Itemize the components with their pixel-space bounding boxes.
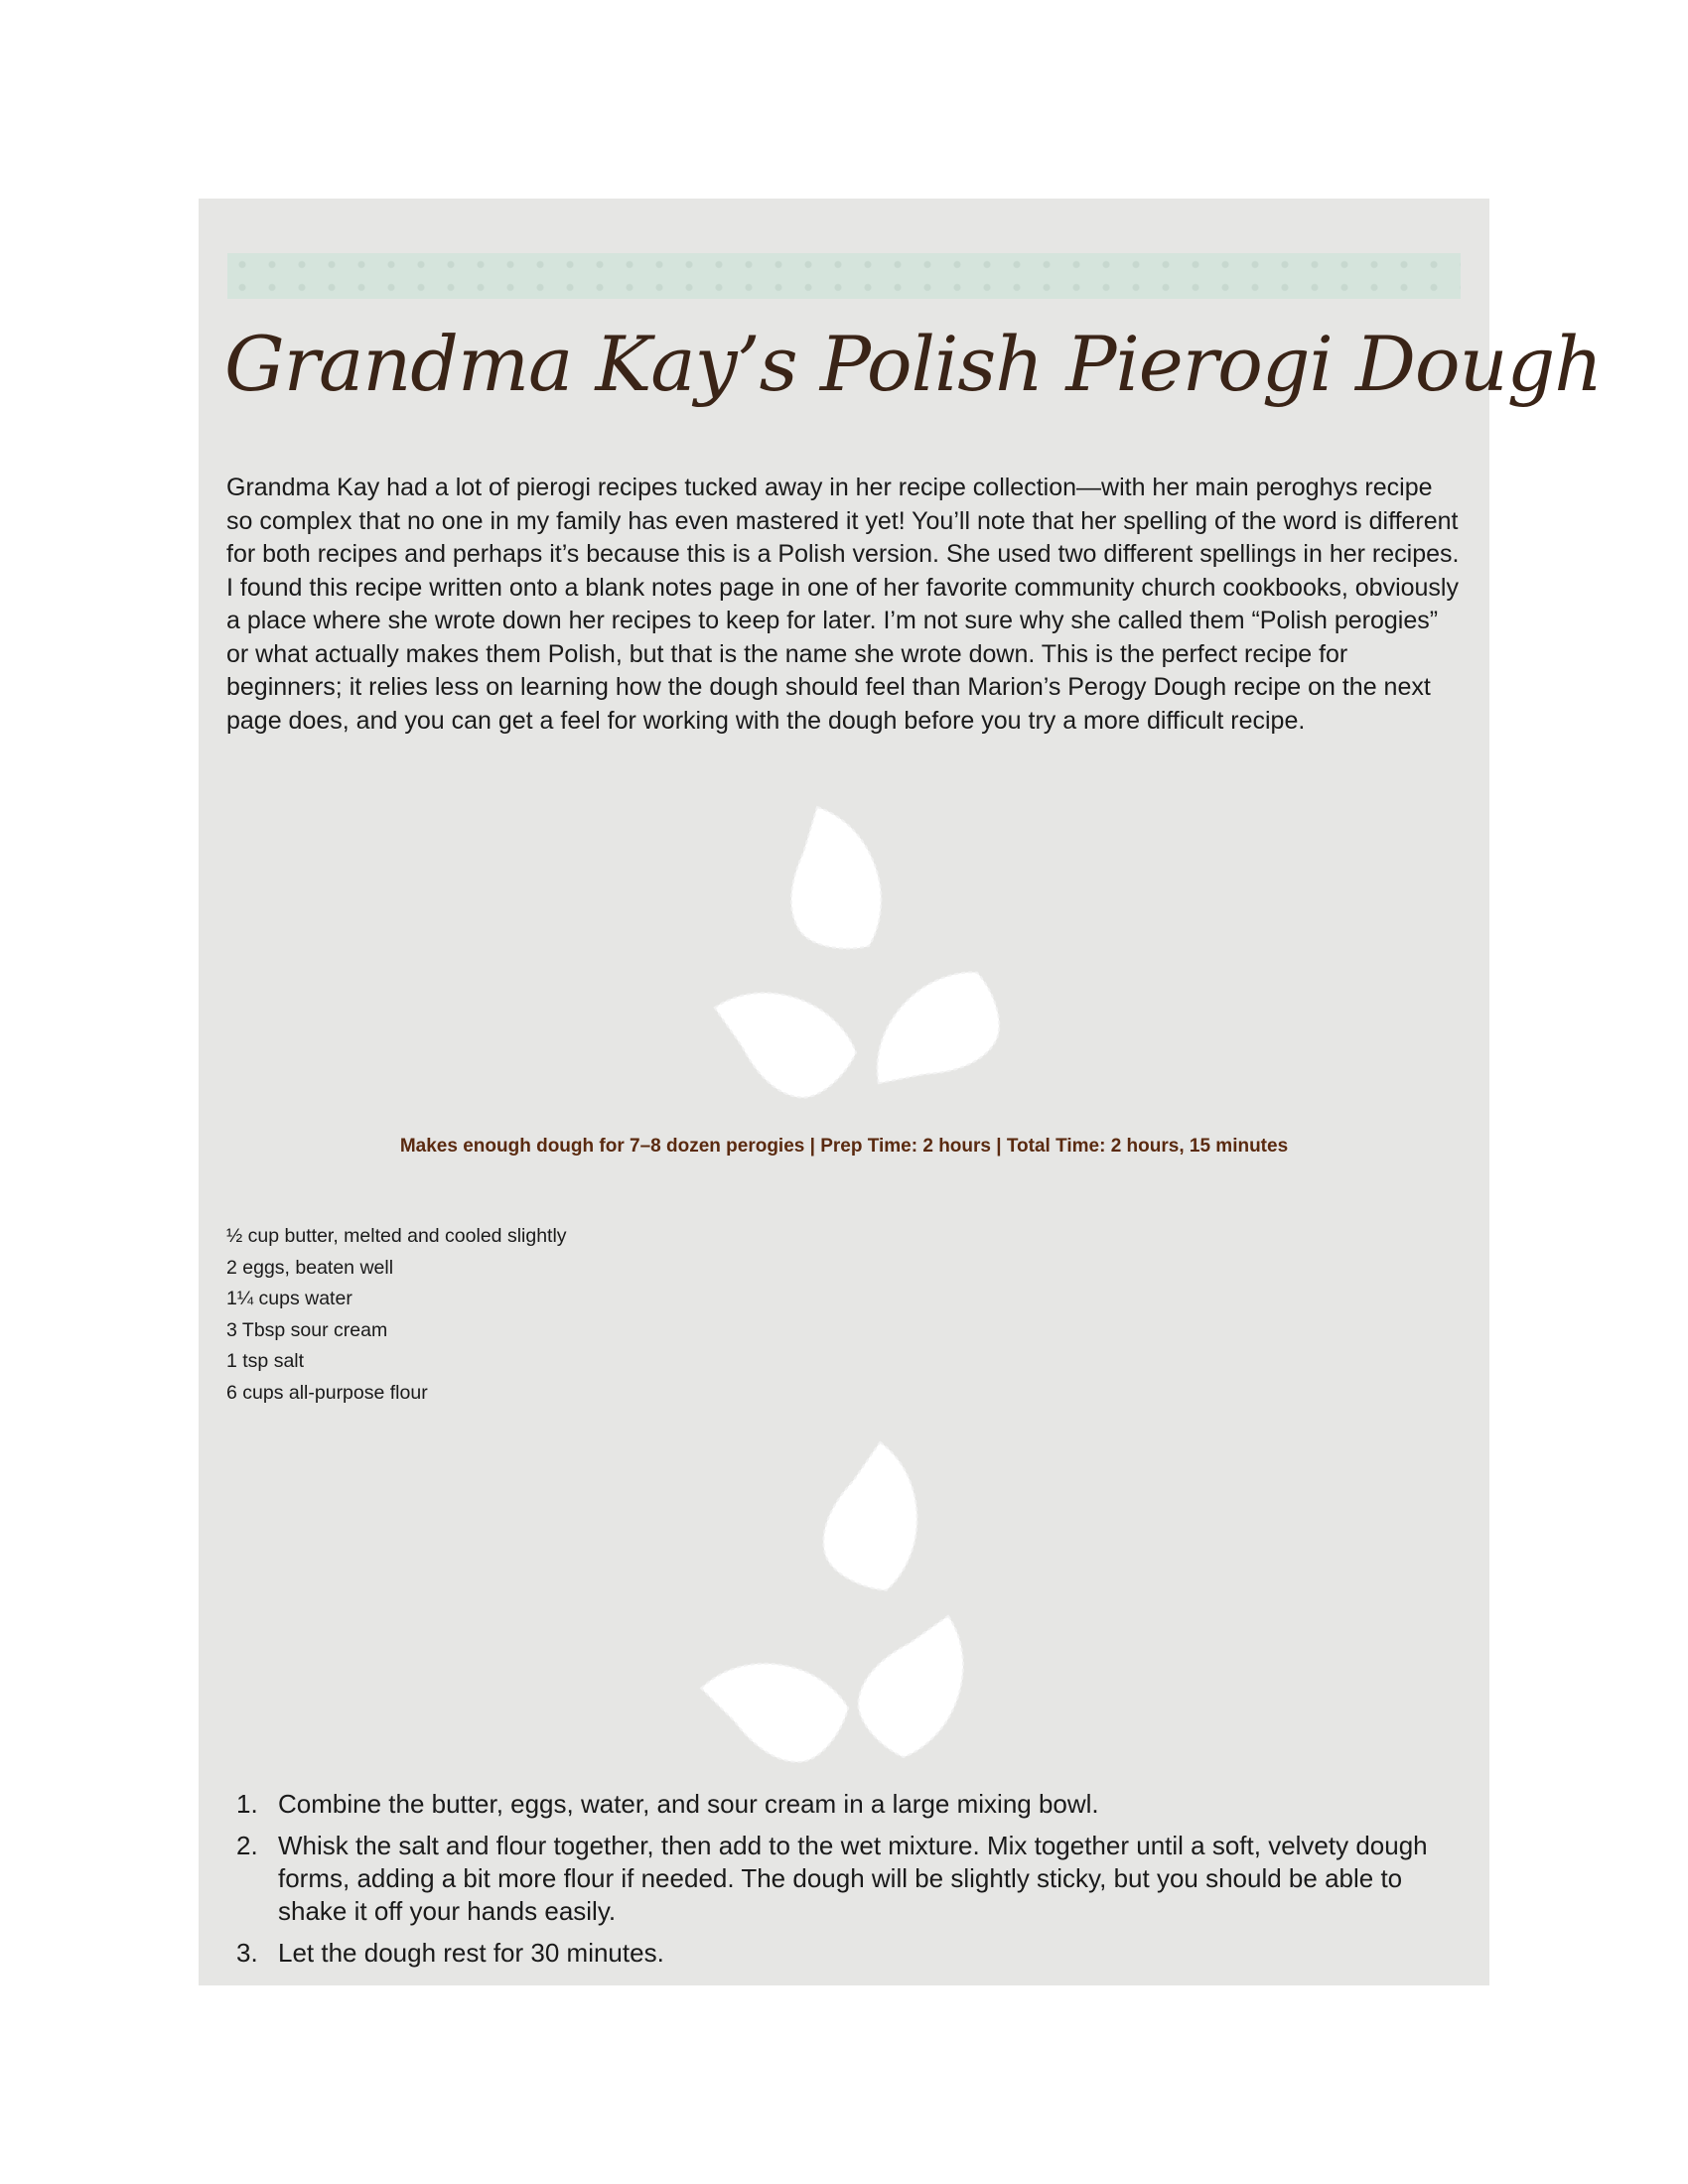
- decorative-band: [227, 253, 1461, 299]
- recipe-intro: Grandma Kay had a lot of pierogi recipes tucked away in her recipe collection—with her main peroghys recipe so complex that no one in my family has even mastered it yet! You’ll note that her spelling of the word is different for both recipes and perhaps it’s because this is a Polish version. She used two different spellings in her recipes. I found this recipe written onto a blank notes page in one of her favorite community church cookbooks, obviously a place where she wrote down her recipes to keep for later. I’m not sure why she called them “Polish perogies” or what actually makes them Polish, but that is the name she wrote down. This is the perfect recipe for beginners; it relies less on learning how the dough should feel than Marion’s Perogy Dough recipe on the next page does, and you can get a feel for working with the dough before you try a more difficult recipe.: [226, 474, 1460, 735]
- ingredient-item: 3 Tbsp sour cream: [226, 1318, 388, 1341]
- ingredient-item: 1 tsp salt: [226, 1350, 305, 1372]
- step-text: Whisk the salt and flour together, then add to the wet mixture. Mix together until a soft, velvety dough forms, adding a bit more flour if needed. The dough will be slightly sticky, but you should be able to shake it off your hands easily.: [278, 1831, 1428, 1926]
- ingredient-item: ½ cup butter, melted and cooled slightly: [226, 1225, 567, 1247]
- step-text: Combine the butter, eggs, water, and sour cream in a large mixing bowl.: [278, 1789, 1099, 1819]
- pierogi-icon: [665, 1439, 1043, 1777]
- step-text: Let the dough rest for 30 minutes.: [278, 1938, 664, 1968]
- direction-step: [226, 1937, 1468, 1970]
- ingredients-list: [226, 1221, 921, 1409]
- step-number: 1.: [236, 1789, 258, 1819]
- ingredient-item: 2 eggs, beaten well: [226, 1256, 394, 1279]
- pierogi-icon: [665, 794, 1043, 1112]
- ingredient-item: 1¼ cups water: [226, 1288, 352, 1309]
- direction-step: [226, 1788, 1468, 1821]
- yield-and-time: Makes enough dough for 7–8 dozen perogies | Prep Time: 2 hours | Total Time: 2 hours, 15 minutes: [399, 1136, 1289, 1157]
- direction-step: [226, 1830, 1468, 1928]
- ingredient-item: 6 cups all-purpose flour: [226, 1381, 428, 1404]
- directions-list: [226, 1788, 1468, 1979]
- step-number: 3.: [236, 1938, 258, 1968]
- step-number: 2.: [236, 1831, 258, 1860]
- recipe-title: Grandma Kay’s Polish Pierogi Dough: [224, 320, 1603, 408]
- recipe-page: [199, 199, 1603, 1985]
